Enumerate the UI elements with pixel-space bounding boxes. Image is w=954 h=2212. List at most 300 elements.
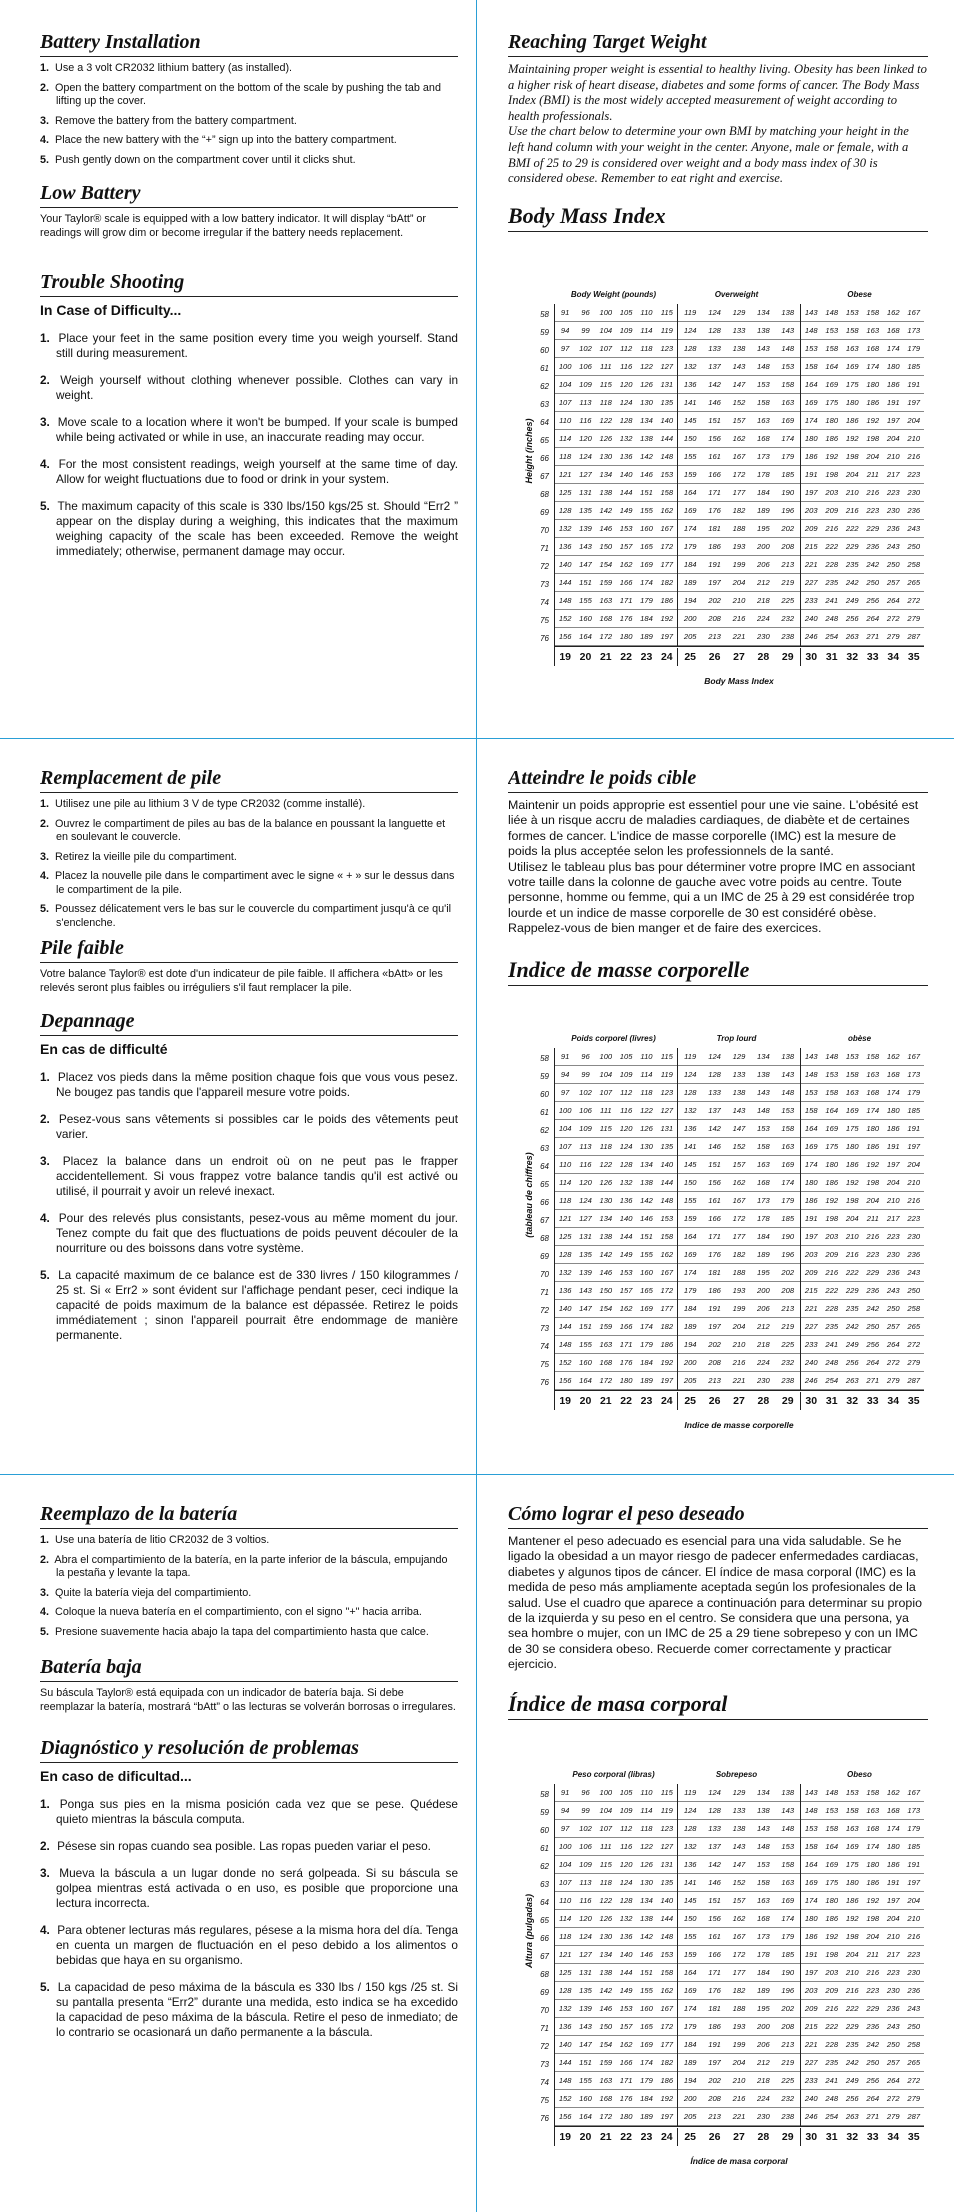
bmi-weight-cell: 204 [732,1322,746,1331]
bmi-value-cell: 22 [620,2130,632,2143]
bmi-weight-cell: 153 [660,1214,674,1223]
bmi-cell-group [555,2000,678,2018]
bmi-weight-cell: 151 [579,578,592,587]
bmi-weight-cell: 143 [579,1286,592,1295]
bmi-weight-cell: 104 [558,1860,572,1869]
bmi-weight-cell: 189 [683,578,697,587]
battery-installation-title: Reemplazo de la batería [40,1502,458,1529]
bmi-weight-cell: 197 [907,1878,921,1887]
table-row [555,322,924,340]
bmi-weight-cell: 116 [620,1842,633,1851]
item-text: Placez la nouvelle pile dans le compartiment avec le signe « + » sur le dessus dans le compartiment de la pile. [55,870,455,896]
bmi-weight-cell: 186 [804,1196,818,1205]
bmi-cell-group [678,628,801,646]
bmi-weight-cell: 185 [781,470,795,479]
bmi-weight-cell: 272 [907,596,921,605]
bmi-weight-cell: 153 [757,1124,770,1133]
bmi-cell-group [555,358,678,376]
bmi-weight-cell: 163 [781,1878,795,1887]
bmi-weight-cell: 110 [640,1052,653,1061]
bmi-value-cell: 23 [640,1394,653,1407]
bmi-weight-cell: 160 [640,2004,653,2013]
bmi-weight-cell: 124 [579,452,592,461]
bmi-weight-cell: 157 [732,1896,746,1905]
item-text: Place the new battery with the “+” sign up into the battery compartment. [55,134,397,146]
bmi-weight-cell: 236 [866,2022,880,2031]
bmi-weight-cell: 272 [886,614,900,623]
bmi-weight-cell: 143 [781,1806,795,1815]
bmi-weight-cell: 114 [559,1178,572,1187]
bmi-weight-cell: 179 [781,452,795,461]
bmi-weight-cell: 155 [683,1196,697,1205]
bmi-weight-cell: 191 [886,1878,900,1887]
bmi-weight-cell: 143 [732,362,746,371]
bmi-cell-group [678,1982,801,2000]
item-number: 4. [40,870,50,882]
bmi-weight-cell: 176 [708,1986,721,1995]
bmi-weight-cell: 188 [732,524,746,533]
bmi-height-label: 71 [540,544,549,553]
bmi-cell-group [678,358,801,376]
bmi-weight-cell: 202 [708,2076,721,2085]
bmi-weight-cell: 219 [781,2058,795,2067]
table-row [555,1964,924,1982]
bmi-cell-group [555,340,678,358]
table-row [555,2108,924,2126]
item-number: 1. [40,798,50,810]
list-item [40,851,458,865]
bmi-weight-cell: 256 [866,596,880,605]
bmi-weight-cell: 202 [781,524,795,533]
bmi-cell-group [801,1084,924,1102]
bmi-weight-cell: 102 [579,1088,592,1097]
bmi-weight-cell: 197 [708,578,721,587]
bmi-cell-group [801,1354,924,1372]
table-row [555,1946,924,1964]
bmi-weight-cell: 155 [640,506,653,515]
bmi-weight-cell: 197 [886,1896,900,1905]
bmi-weight-cell: 180 [804,434,818,443]
bmi-weight-cell: 191 [804,470,818,479]
bmi-weight-cell: 144 [558,2058,572,2067]
bmi-weight-cell: 184 [757,1968,770,1977]
bmi-weight-cell: 229 [845,1286,859,1295]
bmi-weight-cell: 169 [781,1896,795,1905]
bmi-weight-cell: 179 [640,596,653,605]
bmi-weight-cell: 223 [907,1950,921,1959]
bmi-weight-cell: 106 [579,362,592,371]
bmi-weight-cell: 213 [708,632,721,641]
bmi-weight-cell: 132 [558,1268,572,1277]
bmi-weight-cell: 158 [660,1968,674,1977]
bmi-cell-group [801,484,924,502]
bmi-weight-cell: 131 [660,1124,674,1133]
bmi-weight-cell: 124 [683,1806,697,1815]
bmi-weight-cell: 167 [732,1932,746,1941]
bmi-weight-cell: 250 [907,2022,921,2031]
battery-steps [40,62,458,167]
bmi-cell-group [678,1802,801,1820]
bmi-weight-cell: 174 [886,1824,900,1833]
bmi-weight-cell: 124 [619,1878,633,1887]
bmi-cell-group [801,1318,924,1336]
bmi-weight-cell: 160 [579,614,592,623]
bmi-value-cell: 31 [825,650,838,663]
table-row [555,1856,924,1874]
item-text: Ponga sus pies en la misma posición cada vez que se pese. Quédese quieto mientras la báscula computa. [56,1797,458,1826]
bmi-weight-cell: 158 [845,1806,859,1815]
bmi-weight-cell: 153 [825,326,839,335]
bmi-weight-cell: 132 [619,434,633,443]
table-row [555,1048,924,1066]
bmi-weight-cell: 140 [558,2040,572,2049]
bmi-weight-cell: 148 [558,1340,572,1349]
bmi-value-cell: 20 [579,1394,592,1407]
item-text: Utilisez une pile au lithium 3 V de type CR2032 (comme installé). [55,798,366,810]
bmi-cell-group [801,2018,924,2036]
table-row [555,1354,924,1372]
bmi-weight-cell: 115 [660,308,673,317]
bmi-weight-cell: 264 [886,1340,900,1349]
list-item [40,1554,458,1581]
bmi-weight-cell: 169 [683,1250,697,1259]
item-number: 2. [40,373,50,387]
bmi-weight-cell: 242 [866,2040,880,2049]
bmi-weight-cell: 180 [845,398,859,407]
bmi-weight-cell: 137 [708,362,721,371]
bmi-weight-cell: 152 [558,2094,572,2103]
bmi-weight-cell: 119 [684,1788,697,1797]
bmi-weight-cell: 158 [866,1052,880,1061]
bmi-height-label: 62 [540,382,549,391]
bmi-weight-cell: 230 [907,1968,921,1977]
bmi-weight-cell: 169 [804,398,818,407]
bmi-weight-cell: 173 [757,1196,770,1205]
bmi-weight-cell: 230 [757,2112,770,2121]
bmi-weight-cell: 116 [620,1106,633,1115]
bmi-table [514,1034,921,1430]
bmi-weight-cell: 180 [825,1896,839,1905]
bmi-weight-cell: 119 [684,308,697,317]
target-weight-title: Atteindre le poids cible [508,766,928,793]
item-text: For the most consistent readings, weigh yourself at the same time of day. Allow for weight fluctuations due to food or drink in your system. [56,457,458,486]
bmi-weight-cell: 125 [558,1232,572,1241]
bmi-value-cell: 25 [684,2130,697,2143]
bmi-weight-cell: 180 [866,380,880,389]
bmi-weight-cell: 174 [886,1088,900,1097]
bmi-weight-cell: 138 [781,1052,795,1061]
bmi-weight-cell: 186 [708,1286,721,1295]
bmi-cell-group [555,628,678,646]
bmi-cell-group [801,1246,924,1264]
table-row [555,1928,924,1946]
bmi-weight-cell: 118 [640,1088,653,1097]
bmi-weight-cell: 124 [619,398,633,407]
bmi-cell-group [678,304,801,322]
bmi-values-row [555,1390,924,1410]
bmi-height-label: 68 [540,1970,549,1979]
bmi-weight-cell: 197 [660,1376,674,1385]
bmi-weight-cell: 155 [640,1250,653,1259]
bmi-weight-cell: 151 [579,1322,592,1331]
bmi-weight-cell: 132 [683,1842,697,1851]
bmi-weight-cell: 167 [660,1268,674,1277]
bmi-weight-cell: 176 [619,2094,633,2103]
bmi-cell-group [555,1066,678,1084]
bmi-cell-group [555,394,678,412]
bmi-grid [554,304,924,666]
bmi-cell-group [801,1874,924,1892]
item-number: 4. [40,1923,50,1937]
bmi-value-cell: 35 [907,650,920,663]
bmi-weight-cell: 230 [907,488,921,497]
bmi-weight-cell: 132 [683,1106,697,1115]
bmi-weight-cell: 192 [866,416,880,425]
bmi-weight-cell: 162 [732,1178,746,1187]
es-left-panel [40,1502,458,2202]
bmi-weight-cell: 158 [660,488,674,497]
list-item [40,373,458,403]
bmi-weight-cell: 171 [619,596,633,605]
bmi-cell-group [555,412,678,430]
bmi-weight-cell: 197 [804,488,818,497]
bmi-weight-cell: 212 [757,1322,770,1331]
bmi-weight-cell: 163 [845,1088,859,1097]
bmi-height-label: 69 [540,508,549,517]
bmi-weight-cell: 204 [732,2058,746,2067]
bmi-weight-cell: 158 [757,1878,770,1887]
list-item [40,903,458,930]
bmi-weight-cell: 146 [640,1214,653,1223]
bmi-cell-group [678,1892,801,1910]
bmi-weight-cell: 158 [804,1842,818,1851]
bmi-weight-cell: 241 [825,2076,839,2085]
bmi-heights [530,1786,552,2128]
bmi-weight-cell: 192 [660,1358,674,1367]
bmi-weight-cell: 138 [757,326,770,335]
item-number: 1. [40,1070,50,1084]
bmi-height-label: 63 [540,400,549,409]
bmi-weight-cell: 180 [866,1124,880,1133]
bmi-weight-cell: 271 [866,2112,880,2121]
item-number: 4. [40,134,50,146]
bmi-value-cell: 19 [559,1394,571,1407]
bmi-height-label: 70 [540,1270,549,1279]
bmi-weight-cell: 152 [558,614,572,623]
bmi-weight-cell: 233 [804,596,818,605]
bmi-cell-group [678,1156,801,1174]
bmi-weight-cell: 164 [804,380,818,389]
bmi-weight-cell: 119 [660,1070,673,1079]
bmi-weight-cell: 179 [683,542,697,551]
bmi-weight-cell: 242 [845,1322,859,1331]
bmi-cell-group [801,1048,924,1066]
bmi-cell-group [678,1138,801,1156]
bmi-value-cell: 35 [907,2130,920,2143]
bmi-weight-cell: 153 [757,380,770,389]
bmi-weight-cell: 142 [599,1250,613,1259]
bmi-weight-cell: 191 [886,398,900,407]
table-row [555,1318,924,1336]
bmi-height-label: 60 [540,346,549,355]
bmi-weight-cell: 186 [845,1160,859,1169]
bmi-weight-cell: 191 [907,1124,921,1133]
bmi-weight-cell: 180 [619,1376,633,1385]
bmi-weight-cell: 198 [825,1214,839,1223]
bmi-weight-cell: 218 [757,1340,770,1349]
bmi-weight-cell: 154 [599,1304,613,1313]
bmi-weight-cell: 149 [619,506,633,515]
bmi-weight-cell: 197 [660,632,674,641]
bmi-weight-cell: 120 [579,1914,592,1923]
table-row [555,1838,924,1856]
bmi-weight-cell: 192 [660,614,674,623]
bmi-weight-cell: 216 [907,1196,921,1205]
item-text: Pésese sin ropas cuando sea posible. Las ropas pueden variar el peso. [57,1839,431,1853]
bmi-weight-cell: 112 [620,1088,633,1097]
bmi-weight-cell: 148 [558,2076,572,2085]
bmi-weight-cell: 257 [886,578,900,587]
bmi-cell-group [678,448,801,466]
bmi-weight-cell: 213 [781,1304,795,1313]
bmi-weight-cell: 115 [660,1052,673,1061]
item-number: 3. [40,415,50,429]
bmi-weight-cell: 216 [732,614,746,623]
bmi-weight-cell: 198 [866,1914,880,1923]
bmi-cell-group [678,1066,801,1084]
bmi-weight-cell: 175 [845,1124,859,1133]
bmi-weight-cell: 133 [708,1088,721,1097]
bmi-weight-cell: 191 [907,1860,921,1869]
bmi-cell-group [555,430,678,448]
bmi-weight-cell: 163 [599,2076,613,2085]
bmi-weight-cell: 124 [683,326,697,335]
item-text: Ouvrez le compartiment de piles au bas de la balance en poussant la languette et en soulevant le couvercle. [55,817,446,843]
bmi-weight-cell: 271 [866,632,880,641]
bmi-cell-group [555,1372,678,1390]
bmi-weight-cell: 168 [886,326,900,335]
bmi-weight-cell: 167 [732,452,746,461]
bmi-weight-cell: 216 [732,1358,746,1367]
bmi-weight-cell: 216 [825,1268,839,1277]
bmi-weight-cell: 150 [683,434,697,443]
bmi-weight-cell: 216 [845,1250,859,1259]
bmi-weight-cell: 113 [579,1142,592,1151]
bmi-weight-cell: 97 [560,344,570,353]
bmi-weight-cell: 179 [683,1286,697,1295]
item-text: Place your feet in the same position every time you weigh yourself. Stand still during measurement. [56,331,458,360]
bmi-weight-cell: 152 [732,1878,746,1887]
bmi-weight-cell: 151 [640,1968,653,1977]
item-text: Placez vos pieds dans la même position chaque fois que vous vous pesez. Ne bougez pas tandis que l'appareil mesure votre poids. [56,1070,458,1099]
bmi-height-label: 64 [540,1898,549,1907]
bmi-weight-cell: 159 [683,1950,697,1959]
bmi-cell-group [555,1856,678,1874]
bmi-height-label: 73 [540,2060,549,2069]
bmi-weight-cell: 119 [660,326,673,335]
bmi-weight-cell: 190 [781,488,795,497]
item-text: Use una batería de litio CR2032 de 3 voltios. [55,1534,270,1546]
bmi-weight-cell: 126 [640,1124,653,1133]
bmi-weight-cell: 120 [619,1124,633,1133]
bmi-value-group [801,648,924,666]
list-item [40,115,458,129]
item-number: 5. [40,903,50,915]
bmi-value-cell: 19 [559,650,571,663]
bmi-weight-cell: 150 [683,1178,697,1187]
bmi-weight-cell: 180 [825,1160,839,1169]
bmi-weight-cell: 164 [683,1968,697,1977]
bmi-weight-cell: 224 [757,2094,770,2103]
bmi-weight-cell: 151 [579,2058,592,2067]
bmi-weight-cell: 148 [781,1088,795,1097]
bmi-weight-cell: 161 [708,452,721,461]
bmi-weight-cell: 210 [886,1196,900,1205]
bmi-weight-cell: 178 [757,1214,770,1223]
bmi-weight-cell: 162 [732,434,746,443]
bmi-weight-cell: 250 [886,1304,900,1313]
bmi-weight-cell: 242 [845,2058,859,2067]
bmi-weight-cell: 147 [732,1124,746,1133]
bmi-weight-cell: 154 [599,2040,613,2049]
bmi-cell-group [555,376,678,394]
bmi-weight-cell: 159 [599,578,613,587]
table-row [555,1282,924,1300]
bmi-cell-group [555,448,678,466]
bmi-cell-group [678,1174,801,1192]
bmi-cell-group [555,1210,678,1228]
battery-steps [40,1534,458,1639]
item-text: Para obtener lecturas más regulares, pésese a la misma hora del día. Tenga en cuenta un margen de fluctuación en el peso debido a los alimentos o bebidas que haya en su organismo. [56,1923,458,1967]
bmi-value-cell: 32 [846,2130,859,2143]
item-number: 3. [40,1154,50,1168]
bmi-weight-cell: 150 [599,542,613,551]
bmi-weight-cell: 222 [845,1268,859,1277]
bmi-cell-group [678,520,801,538]
bmi-weight-cell: 223 [886,1968,900,1977]
bmi-cell-group [678,1856,801,1874]
bmi-weight-cell: 184 [640,2094,653,2103]
bmi-cell-group [678,2072,801,2090]
bmi-cell-group [801,1928,924,1946]
bmi-weight-cell: 157 [732,1160,746,1169]
bmi-cell-group [555,2036,678,2054]
bmi-weight-cell: 264 [886,2076,900,2085]
bmi-weight-cell: 174 [866,1842,880,1851]
bmi-weight-cell: 191 [708,1304,721,1313]
bmi-weight-cell: 100 [558,362,572,371]
horizontal-divider [0,1474,954,1475]
bmi-weight-cell: 144 [619,1968,633,1977]
bmi-weight-cell: 130 [599,452,613,461]
bmi-weight-cell: 128 [708,326,721,335]
bmi-height-label: 67 [540,1952,549,1961]
bmi-weight-cell: 287 [907,2112,921,2121]
bmi-weight-cell: 138 [640,434,653,443]
bmi-weight-cell: 248 [825,2094,839,2103]
bmi-weight-cell: 143 [579,2022,592,2031]
bmi-weight-cell: 265 [907,2058,921,2067]
bmi-weight-cell: 151 [708,1896,721,1905]
bmi-weight-cell: 105 [619,308,633,317]
bmi-weight-cell: 147 [732,380,746,389]
bmi-cell-group [555,556,678,574]
bmi-weight-cell: 197 [886,1160,900,1169]
bmi-weight-cell: 250 [886,2040,900,2049]
bmi-weight-cell: 202 [781,1268,795,1277]
bmi-cell-group [801,466,924,484]
table-row [555,2072,924,2090]
